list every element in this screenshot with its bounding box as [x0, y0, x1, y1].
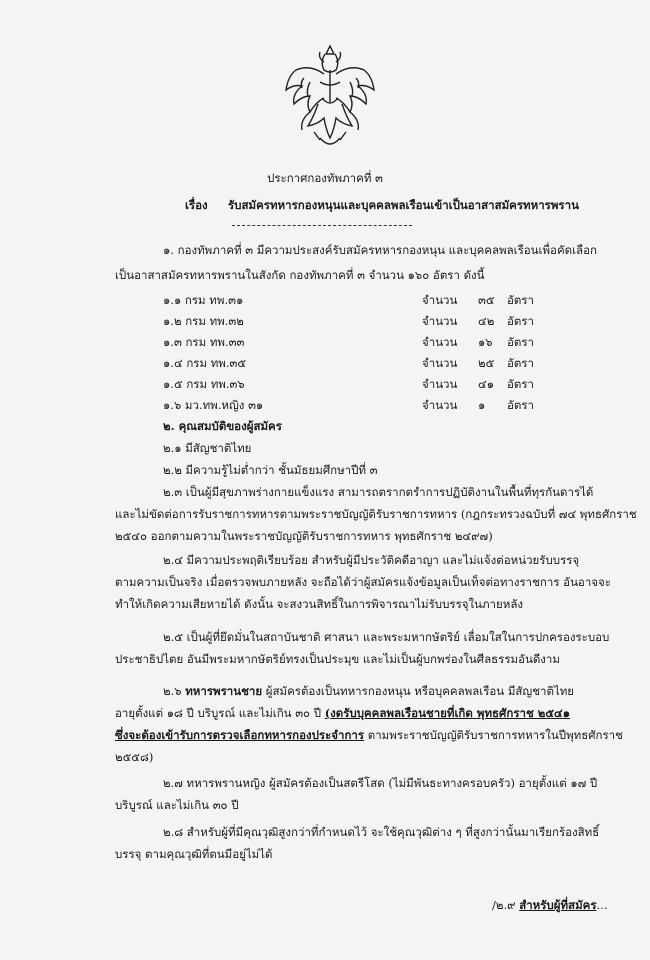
- s2-p7-line2: บริบูรณ์ และไม่เกิน ๓๐ ปี: [115, 798, 239, 812]
- s2-p8-line1: ๒.๘ สำหรับผู้ที่มีคุณวุฒิสูงกว่าที่กำหนดไว้ จะใช้คุณวุฒิต่าง ๆ ที่สูงกว่านั้นมาเรียกร้องสิทธิ์: [163, 825, 600, 839]
- s2-p6-line4: ๒๕๕๘): [115, 750, 154, 764]
- unit-count-label: จำนวน: [422, 293, 458, 307]
- unit-count: ๑๖: [478, 335, 493, 349]
- continuation-suffix: ...: [596, 898, 608, 912]
- s2-p3-line3: ๒๕๔๐ ออกตามความในพระราชบัญญัติรับราชการทหาร พุทธศักราช ๒๔๙๗): [115, 529, 493, 543]
- s2-p6-line1-rest: ผู้สมัครต้องเป็นทหารกองหนุน หรือบุคคลพลเรือน มีสัญชาติไทย: [265, 684, 575, 698]
- unit-count: ๓๕: [478, 293, 495, 307]
- unit-count-label: จำนวน: [422, 335, 458, 349]
- unit-count-label: จำนวน: [422, 398, 458, 412]
- unit-count-label: จำนวน: [422, 377, 458, 391]
- unit-label: ๑.๕ กรม ทพ.๓๖: [163, 377, 245, 391]
- unit-unit: อัตรา: [507, 356, 535, 370]
- s2-p2: ๒.๒ มีความรู้ไม่ต่ำกว่า ชั้นมัธยมศึกษาปีที่ ๓: [163, 463, 378, 477]
- unit-label: ๑.๑ กรม ทพ.๓๑: [163, 293, 244, 307]
- unit-count: ๒๕: [478, 356, 495, 370]
- s2-p4-line3: ทำให้เกิดความเสียหายได้ ดังนั้น จะสงวนสิทธิ์ในการพิจารณาไม่รับบรรจุในภายหลัง: [115, 597, 523, 611]
- s2-p3-line1: ๒.๓ เป็นผู้มีสุขภาพร่างกายแข็งแรง สามารถตรากตรำการปฏิบัติงานในพื้นที่ทุรกันดารได้: [163, 485, 594, 499]
- unit-unit: อัตรา: [507, 398, 535, 412]
- s2-p6-law: ตามพระราชบัญญัติรับราชการทหารในปีพุทธศักราช: [367, 728, 623, 742]
- unit-label: ๑.๖ มว.ทพ.หญิง ๓๑: [163, 398, 264, 412]
- s2-p6-line3: [115, 728, 623, 743]
- unit-count-label: จำนวน: [422, 356, 458, 370]
- s2-p6-line1: [163, 684, 574, 699]
- s2-p6-age: อายุตั้งแต่ ๑๘ ปี บริบูรณ์ และไม่เกิน ๓๐ ปี: [115, 706, 322, 720]
- s2-p1: ๒.๑ มีสัญชาติไทย: [163, 441, 252, 455]
- unit-label: ๑.๒ กรม ทพ.๓๒: [163, 314, 244, 328]
- s2-heading: ๒. คุณสมบัติของผู้สมัคร: [163, 419, 282, 433]
- s1-line1: ๑. กองทัพภาคที่ ๓ มีความประสงค์รับสมัครทหารกองหนุน และบุคคลพลเรือนเพื่อคัดเลือก: [163, 243, 597, 257]
- continuation-note: [492, 898, 608, 913]
- s2-p6-line2: [115, 706, 570, 721]
- s2-p5-line1: ๒.๕ เป็นผู้ที่ยึดมั่นในสถาบันชาติ ศาสนา และพระมหากษัตริย์ เลื่อมใสในการปกครองระบอบ: [163, 630, 610, 644]
- continuation-prefix: /๒.๙: [492, 898, 516, 912]
- continuation-link: สำหรับผู้ที่สมัคร: [519, 898, 597, 912]
- s2-p4-line1: ๒.๔ มีความประพฤติเรียบร้อย สำหรับผู้มีประวัติคดีอาญา และไม่แจ้งต่อหน่วยรับบรรจุ: [163, 553, 580, 567]
- unit-count: ๔๑: [478, 377, 495, 391]
- unit-unit: อัตรา: [507, 314, 535, 328]
- subject-label: เรื่อง: [185, 198, 208, 212]
- unit-unit: อัตรา: [507, 335, 535, 349]
- unit-count: ๑: [478, 398, 486, 412]
- s1-line2: เป็นอาสาสมัครทหารพรานในสังกัด กองทัพภาคที่ ๓ จำนวน ๑๖๐ อัตรา ดังนี้: [115, 268, 485, 282]
- unit-count: ๔๒: [478, 314, 495, 328]
- s2-p5-line2: ประชาธิปไตย อันมีพระมหากษัตริย์ทรงเป็นประมุข และไม่เป็นผู้บกพร่องในศีลธรรมอันดีงาม: [115, 652, 560, 666]
- s2-p8-line2: บรรจุ ตามคุณวุฒิที่ตนมีอยู่ไม่ได้: [115, 847, 273, 861]
- unit-count-label: จำนวน: [422, 314, 458, 328]
- announcement-title: ประกาศกองทัพภาคที่ ๓: [267, 171, 383, 185]
- subject-text: รับสมัครทหารกองหนุนและบุคคลพลเรือนเข้าเป็นอาสาสมัครทหารพราน: [228, 198, 579, 212]
- s2-p3-line2: และไม่ขัดต่อการรับราชการทหารตามพระราชบัญญัติรับราชการทหาร (กฎกระทรวงฉบับที่ ๗๔ พุทธศักราช: [115, 507, 637, 521]
- unit-unit: อัตรา: [507, 293, 535, 307]
- unit-label: ๑.๓ กรม ทพ.๓๓: [163, 335, 245, 349]
- divider: [232, 225, 412, 226]
- unit-unit: อัตรา: [507, 377, 535, 391]
- s2-p6-number: ๒.๖: [163, 684, 182, 698]
- s2-p6-exception-cont: ซึ่งจะต้องเข้ารับการตรวจเลือกทหารกองประจำการ: [115, 728, 365, 742]
- s2-p6-heading: ทหารพรานชาย: [185, 684, 263, 698]
- unit-label: ๑.๔ กรม ทพ.๓๕: [163, 356, 247, 370]
- s2-p4-line2: ตามความเป็นจริง เมื่อตรวจพบภายหลัง จะถือได้ว่าผู้สมัครแจ้งข้อมูลเป็นเท็จต่อทางราชการ อันอาจจะ: [115, 575, 611, 589]
- s2-p7-line1: ๒.๗ ทหารพรานหญิง ผู้สมัครต้องเป็นสตรีโสด (ไม่มีพันธะทางครอบครัว) อายุตั้งแต่ ๑๗ ปี: [163, 776, 598, 790]
- garuda-emblem: [280, 42, 380, 154]
- s2-p6-exception: (งดรับบุคคลพลเรือนชายที่เกิด พุทธศักราช ๒๕๔๑: [324, 706, 571, 720]
